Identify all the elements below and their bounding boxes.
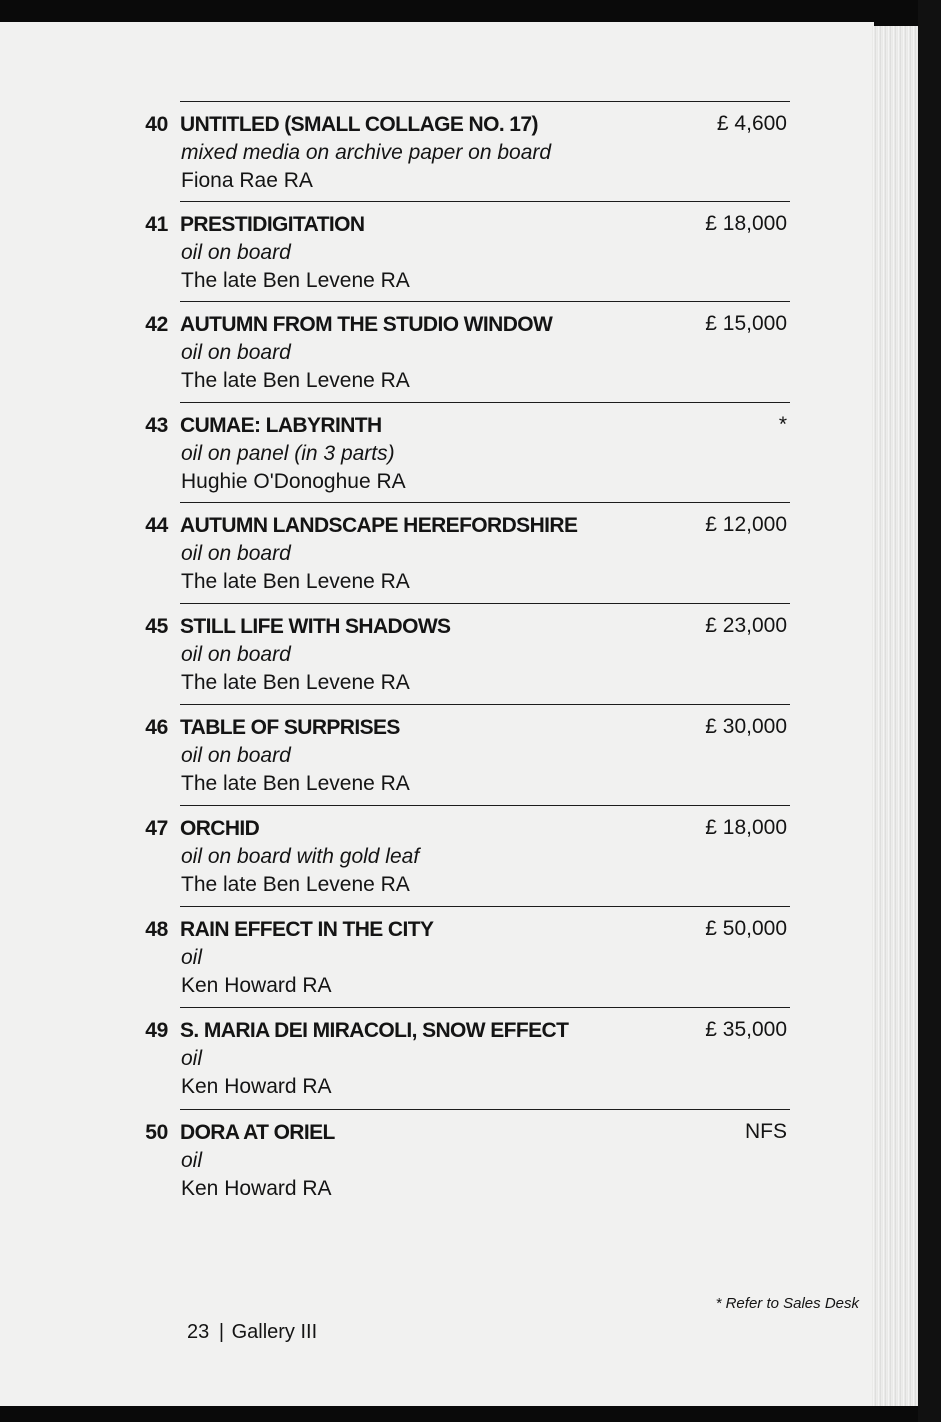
entry-divider bbox=[180, 101, 790, 102]
entry-number: 44 bbox=[145, 514, 168, 537]
entry-number: 46 bbox=[145, 716, 168, 739]
catalogue-entry bbox=[0, 805, 874, 905]
page-stack-edge bbox=[872, 26, 918, 1406]
entry-title: DORA AT ORIEL bbox=[180, 1121, 335, 1144]
entry-number: 47 bbox=[145, 817, 168, 840]
entry-artist: The late Ben Levene RA bbox=[181, 873, 410, 896]
entry-divider bbox=[180, 201, 790, 202]
entry-title: CUMAE: LABYRINTH bbox=[180, 414, 382, 437]
entry-medium: oil bbox=[181, 946, 203, 969]
entry-medium: oil on board bbox=[181, 643, 291, 666]
entry-medium: oil on board bbox=[181, 241, 291, 264]
catalogue-entry bbox=[0, 301, 874, 401]
entry-medium: oil on board bbox=[181, 341, 291, 364]
entry-artist: The late Ben Levene RA bbox=[181, 671, 410, 694]
entry-divider bbox=[180, 402, 790, 403]
entry-artist: Ken Howard RA bbox=[181, 974, 332, 997]
entry-number: 43 bbox=[145, 414, 168, 437]
entry-price: £ 18,000 bbox=[705, 816, 787, 839]
entry-title: STILL LIFE WITH SHADOWS bbox=[180, 615, 451, 638]
dark-margin bbox=[918, 0, 941, 1422]
entry-divider bbox=[180, 1109, 790, 1110]
catalogue-entry bbox=[0, 704, 874, 804]
entry-medium: oil bbox=[181, 1047, 203, 1070]
entry-artist: The late Ben Levene RA bbox=[181, 570, 410, 593]
catalogue-entry bbox=[0, 502, 874, 602]
entry-number: 40 bbox=[145, 113, 168, 136]
entry-price: £ 23,000 bbox=[705, 614, 787, 637]
entry-artist: The late Ben Levene RA bbox=[181, 369, 410, 392]
entry-divider bbox=[180, 805, 790, 806]
entry-artist: The late Ben Levene RA bbox=[181, 772, 410, 795]
page-number: 23 bbox=[187, 1321, 210, 1343]
entry-number: 48 bbox=[145, 918, 168, 941]
entry-price: £ 35,000 bbox=[705, 1018, 787, 1041]
entry-divider bbox=[180, 1007, 790, 1008]
entry-medium: oil on board with gold leaf bbox=[181, 845, 420, 868]
entry-price: £ 50,000 bbox=[705, 917, 787, 940]
page-footer bbox=[187, 1321, 317, 1344]
catalogue-entry bbox=[0, 603, 874, 703]
entry-medium: oil on board bbox=[181, 744, 291, 767]
entry-title: TABLE OF SURPRISES bbox=[180, 716, 400, 739]
entry-artist: The late Ben Levene RA bbox=[181, 269, 410, 292]
entry-divider bbox=[180, 502, 790, 503]
entry-artist: Hughie O'Donoghue RA bbox=[181, 470, 406, 493]
catalogue-entry bbox=[0, 201, 874, 301]
entry-title: AUTUMN FROM THE STUDIO WINDOW bbox=[180, 313, 553, 336]
entry-divider bbox=[180, 906, 790, 907]
entry-title: PRESTIDIGITATION bbox=[180, 213, 365, 236]
entry-title: S. MARIA DEI MIRACOLI, SNOW EFFECT bbox=[180, 1019, 569, 1042]
entry-price: £ 4,600 bbox=[716, 112, 787, 135]
entry-price: £ 30,000 bbox=[705, 715, 787, 738]
entry-number: 49 bbox=[145, 1019, 168, 1042]
entry-medium: oil on board bbox=[181, 542, 291, 565]
catalogue-entry bbox=[0, 402, 874, 502]
entry-divider bbox=[180, 704, 790, 705]
entry-title: ORCHID bbox=[180, 817, 260, 840]
entry-divider bbox=[180, 603, 790, 604]
entry-medium: oil on panel (in 3 parts) bbox=[181, 442, 395, 465]
entry-price: NFS bbox=[745, 1120, 787, 1143]
entry-medium: oil bbox=[181, 1149, 203, 1172]
entry-artist: Fiona Rae RA bbox=[181, 169, 313, 192]
entry-price: £ 15,000 bbox=[705, 312, 787, 335]
entry-price: £ 12,000 bbox=[705, 513, 787, 536]
entry-divider bbox=[180, 301, 790, 302]
entry-price: * bbox=[778, 413, 787, 436]
entry-number: 42 bbox=[145, 313, 168, 336]
entry-medium: mixed media on archive paper on board bbox=[181, 141, 552, 164]
entry-number: 41 bbox=[145, 213, 168, 236]
entry-title: UNTITLED (SMALL COLLAGE NO. 17) bbox=[180, 113, 538, 136]
entry-number: 45 bbox=[145, 615, 168, 638]
entry-title: RAIN EFFECT IN THE CITY bbox=[180, 918, 434, 941]
catalogue-entry bbox=[0, 101, 874, 201]
catalogue-entry bbox=[0, 1109, 874, 1209]
gallery-section: Gallery III bbox=[231, 1321, 318, 1343]
catalogue-entry bbox=[0, 906, 874, 1006]
entry-artist: Ken Howard RA bbox=[181, 1177, 332, 1200]
entry-artist: Ken Howard RA bbox=[181, 1075, 332, 1098]
catalogue-entry bbox=[0, 1007, 874, 1107]
entry-title: AUTUMN LANDSCAPE HEREFORDSHIRE bbox=[180, 514, 578, 537]
sales-desk-footnote: * Refer to Sales Desk bbox=[715, 1295, 859, 1312]
entry-price: £ 18,000 bbox=[705, 212, 787, 235]
entry-number: 50 bbox=[145, 1121, 168, 1144]
footer-separator: | bbox=[218, 1321, 225, 1343]
